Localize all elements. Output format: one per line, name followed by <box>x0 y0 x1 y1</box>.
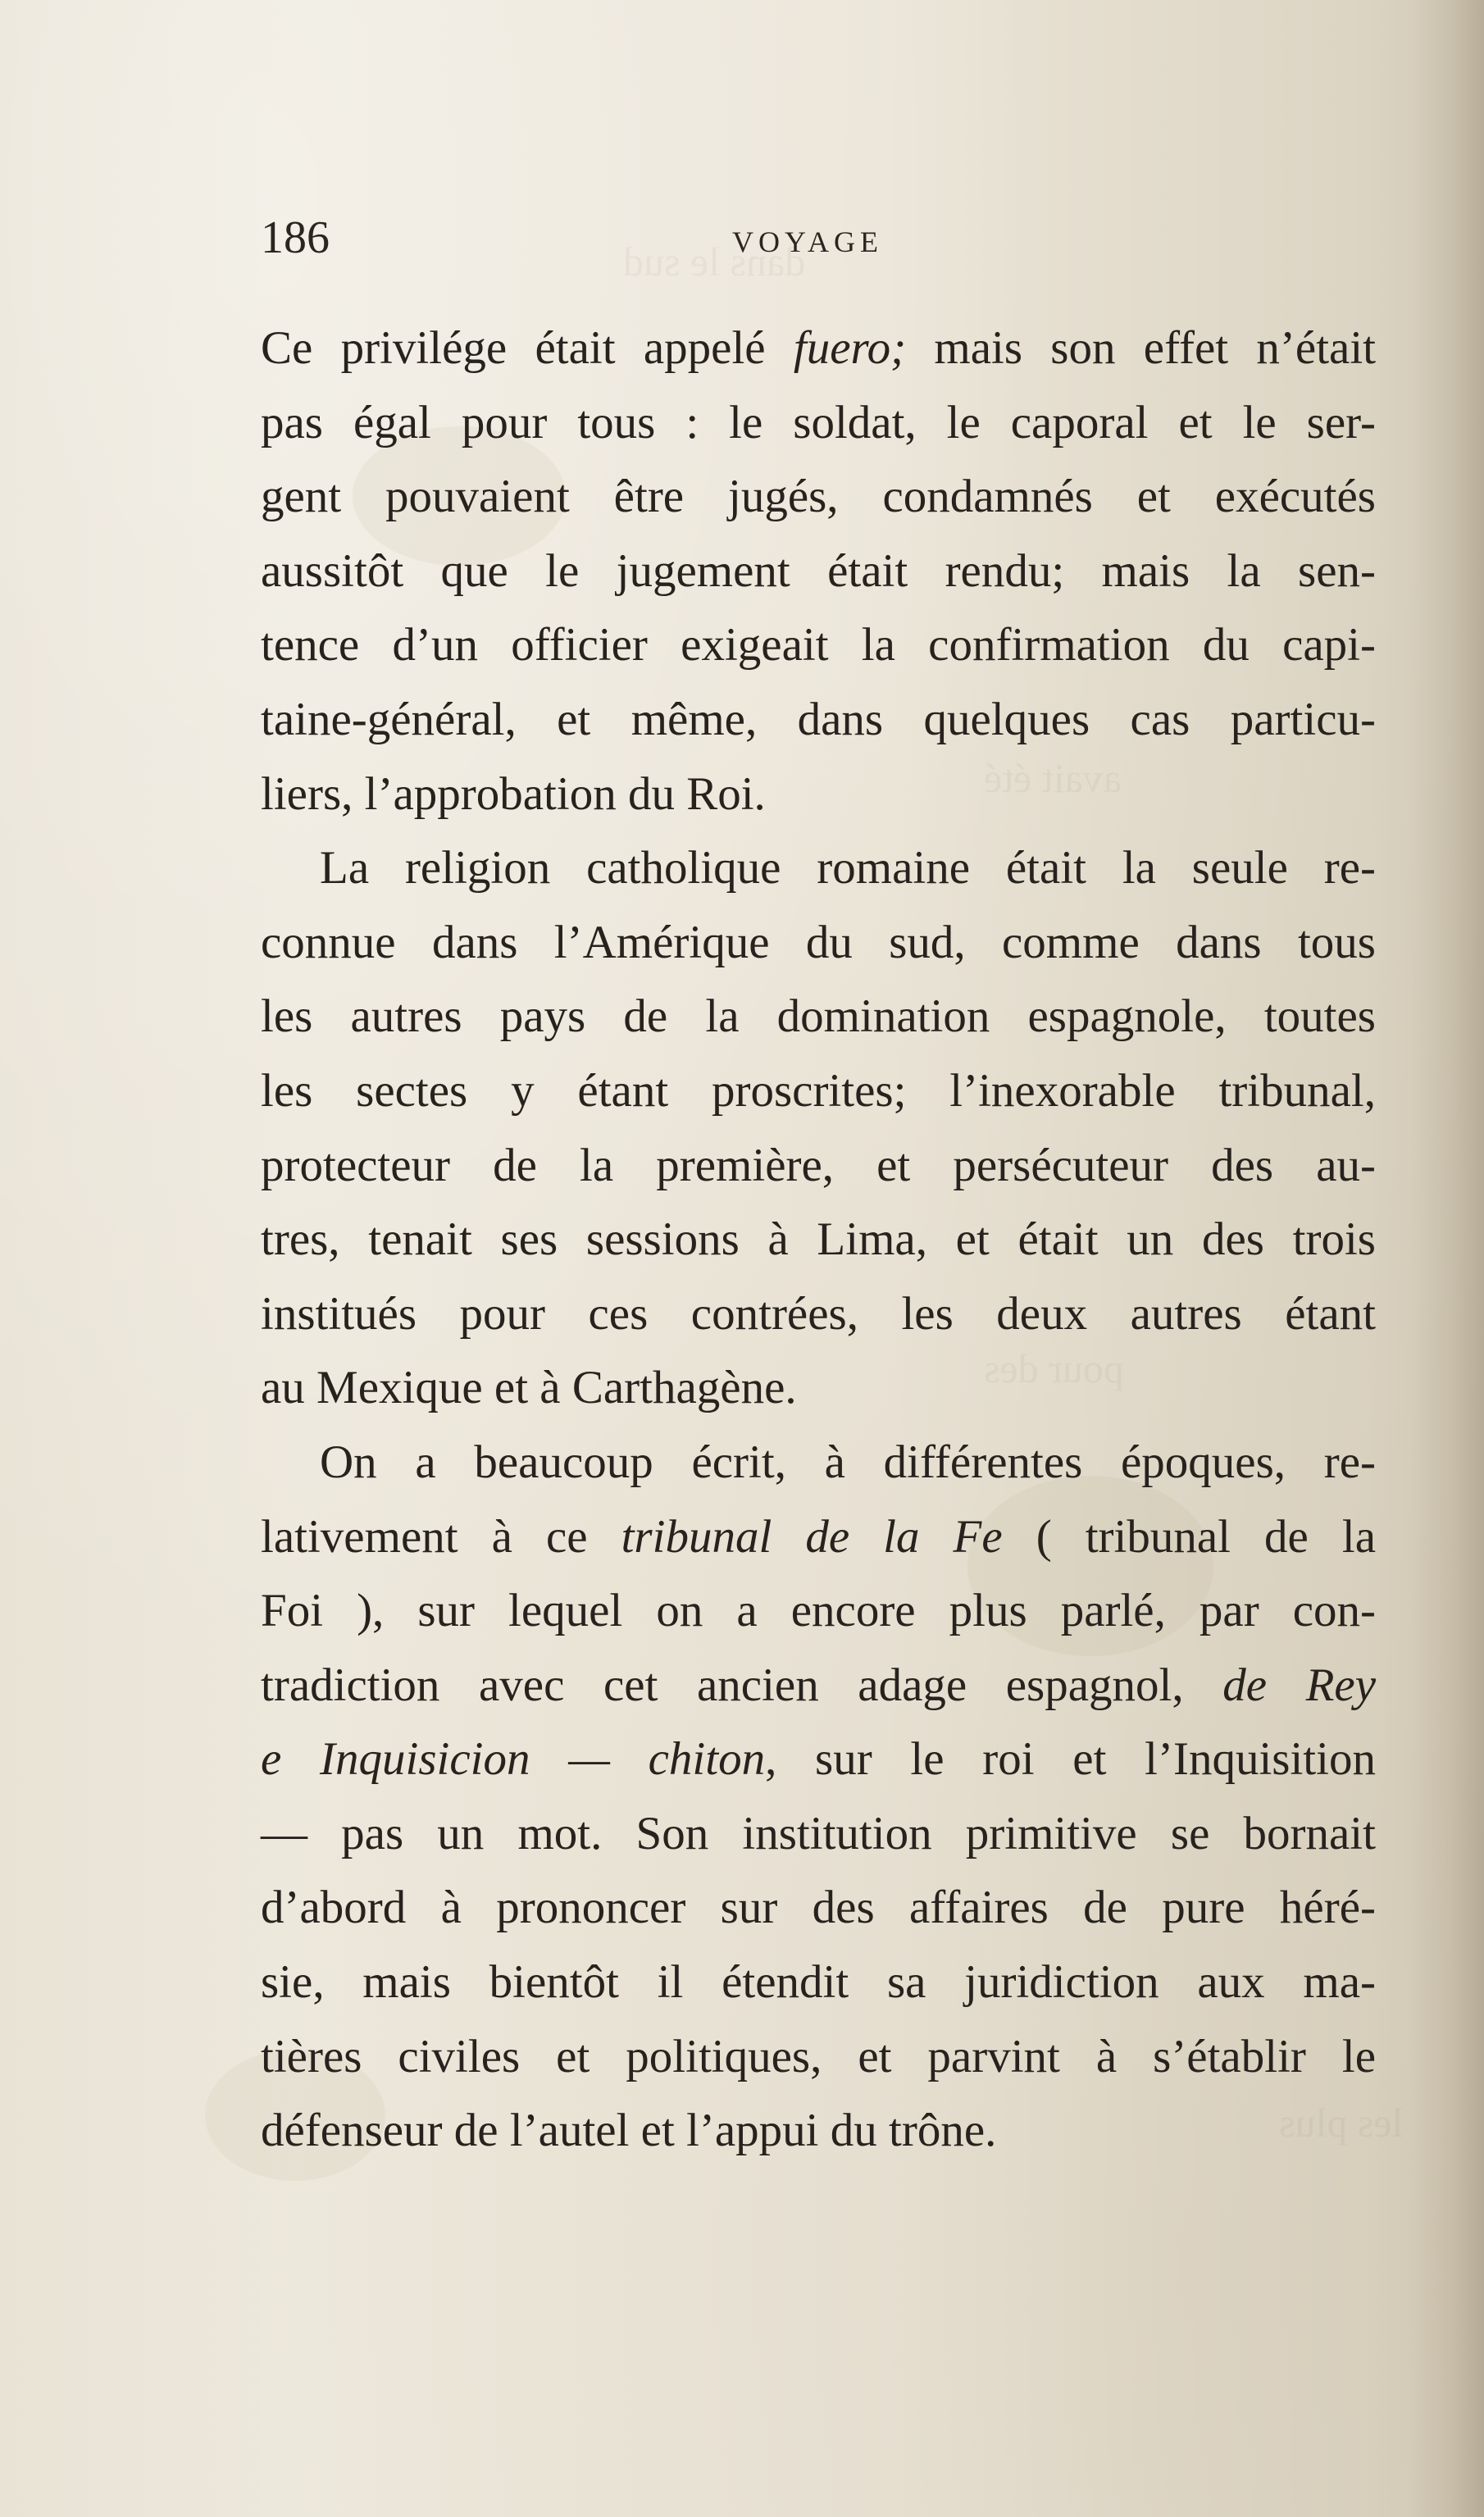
text-line: Foi ), sur lequel on a encore plus parlé, par con- <box>261 1585 1376 1637</box>
text-line: Ce privilége était appelé fuero; mais son effet n’était <box>261 322 1377 374</box>
text-line: e Inquisicion — chiton, sur le roi et l’Inquisition <box>261 1733 1376 1786</box>
text-line: aussitôt que le jugement était rendu; mais la sen- <box>261 544 1376 597</box>
page-gutter-shadow <box>1410 0 1484 2517</box>
running-head <box>261 212 1376 269</box>
text-line: tence d’un officier exigeait la confirmation du capi- <box>261 619 1376 671</box>
show-through-text: avait été <box>984 755 1122 801</box>
text-line: les autres pays de la domination espagnole, toutes <box>261 990 1376 1043</box>
text-line: liers, l’approbation du Roi. <box>261 767 766 820</box>
text-line: défenseur de l’autel et l’appui du trône. <box>261 2105 997 2157</box>
text-line: d’abord à prononcer sur des affaires de pure héré- <box>261 1882 1376 1934</box>
text-line: institués pour ces contrées, les deux autres étant <box>261 1287 1376 1340</box>
text-line: gent pouvaient être jugés, condamnés et exécutés <box>261 471 1376 523</box>
show-through-text: dans le sud <box>623 239 806 284</box>
text-line: pas égal pour tous : le soldat, le caporal et le ser- <box>261 396 1376 448</box>
text-line: On a beaucoup écrit, à différentes époques, re- <box>320 1436 1376 1488</box>
text-line: — pas un mot. Son institution primitive se bornait <box>261 1807 1376 1859</box>
body-text <box>261 312 1376 2169</box>
text-line: sie, mais bientôt il étendit sa juridiction aux ma- <box>261 1956 1376 2009</box>
text-line: au Mexique et à Carthagène. <box>261 1362 797 1414</box>
page-number: 186 <box>261 212 330 263</box>
running-title: VOYAGE <box>732 225 883 258</box>
text-line: tières civiles et politiques, et parvint à s’établir le <box>261 2030 1376 2082</box>
text-line: les sectes y étant proscrites; l’inexorable tribunal, <box>261 1064 1376 1117</box>
text-line: taine-général, et même, dans quelques cas particu- <box>261 693 1376 745</box>
text-line: lativement à ce tribunal de la Fe ( tribunal de la <box>261 1510 1377 1563</box>
text-line: La religion catholique romaine était la seule re- <box>320 842 1376 894</box>
text-line: connue dans l’Amérique du sud, comme dans tous <box>261 916 1376 968</box>
show-through-text: pour des <box>984 1345 1124 1391</box>
text-line: tres, tenait ses sessions à Lima, et était un des trois <box>261 1213 1376 1266</box>
text-line: tradiction avec cet ancien adage espagnol, de Rey <box>261 1659 1376 1711</box>
show-through-text: les plus <box>1279 2100 1404 2146</box>
text-line: protecteur de la première, et persécuteur des au- <box>261 1139 1376 1191</box>
